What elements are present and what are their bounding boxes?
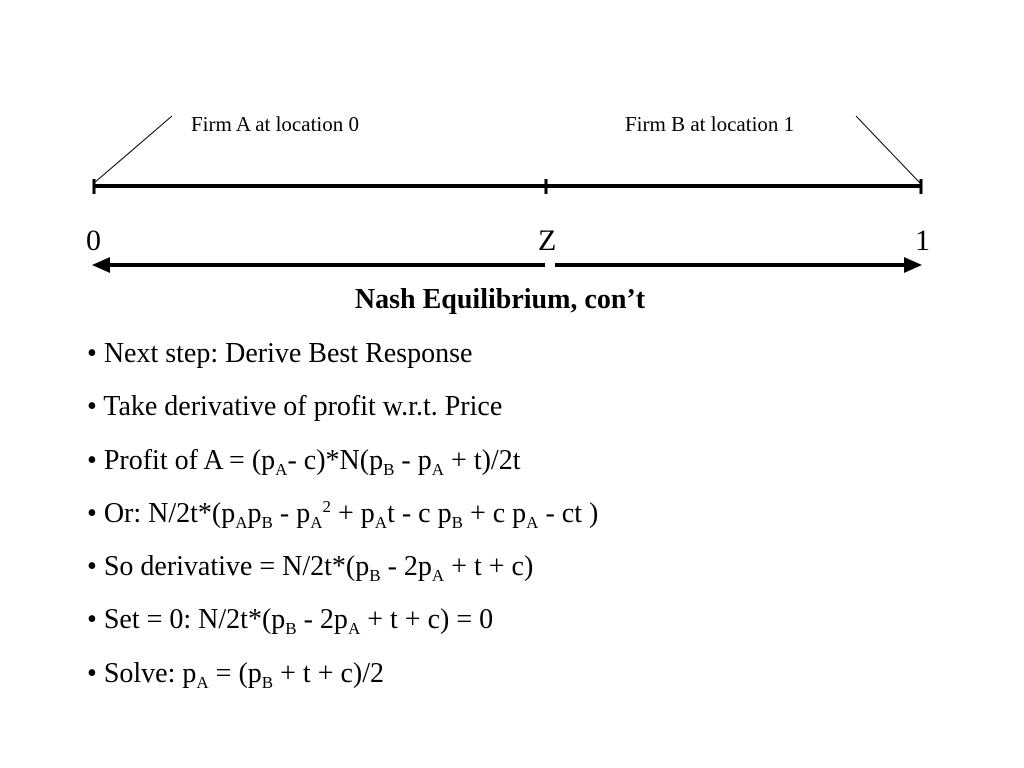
bullet-item: • So derivative = $N/2t*(p_B - 2p_A + t + c)$ [87, 551, 534, 586]
bullet-marker: • [87, 604, 104, 636]
slide-title: Nash Equilibrium, con’t [354, 284, 646, 315]
bullet-marker: • [87, 391, 104, 423]
bullet-item: • Set = 0: $N/2t*(p_B - 2p_A + t + c) = 0$ [87, 604, 494, 639]
firm-a-label: Firm A at location 0 [191, 112, 359, 136]
hotelling-line-diagram [0, 0, 1024, 290]
bullet-marker: • [87, 444, 104, 476]
bullet-item: • Or: $N/2t*(p_Ap_B - p_A^2 + p_At - c$ $p_B + c$ $p_A$ - ct ) [87, 496, 599, 532]
tick-label-right: 1 [915, 224, 930, 257]
bullet-item: • Solve: $p_A = (p_B + t + c)/2$ [87, 657, 385, 692]
bullet-item: • Next step: Derive Best Response [87, 338, 473, 369]
arrow-right-head [904, 257, 922, 273]
arrow-left-head [92, 257, 110, 273]
bullet-item: • Take derivative of profit w.r.t. Price [87, 391, 503, 423]
tick-label-mid: Z [538, 224, 557, 257]
bullet-list [87, 338, 598, 711]
pointer-line-firm-a [94, 116, 172, 183]
bullet-marker: • [87, 657, 104, 689]
bullet-marker: • [87, 497, 104, 529]
bullet-marker: • [87, 551, 104, 583]
pointer-line-firm-b [856, 116, 920, 183]
tick-label-left: 0 [86, 224, 101, 257]
bullet-marker: • [87, 338, 104, 369]
bullet-item: • Profit of $A = (p_A-$ $c)*N(p_B - p_A + t)/2t$ [87, 444, 521, 479]
firm-b-label: Firm B at location 1 [625, 112, 795, 136]
